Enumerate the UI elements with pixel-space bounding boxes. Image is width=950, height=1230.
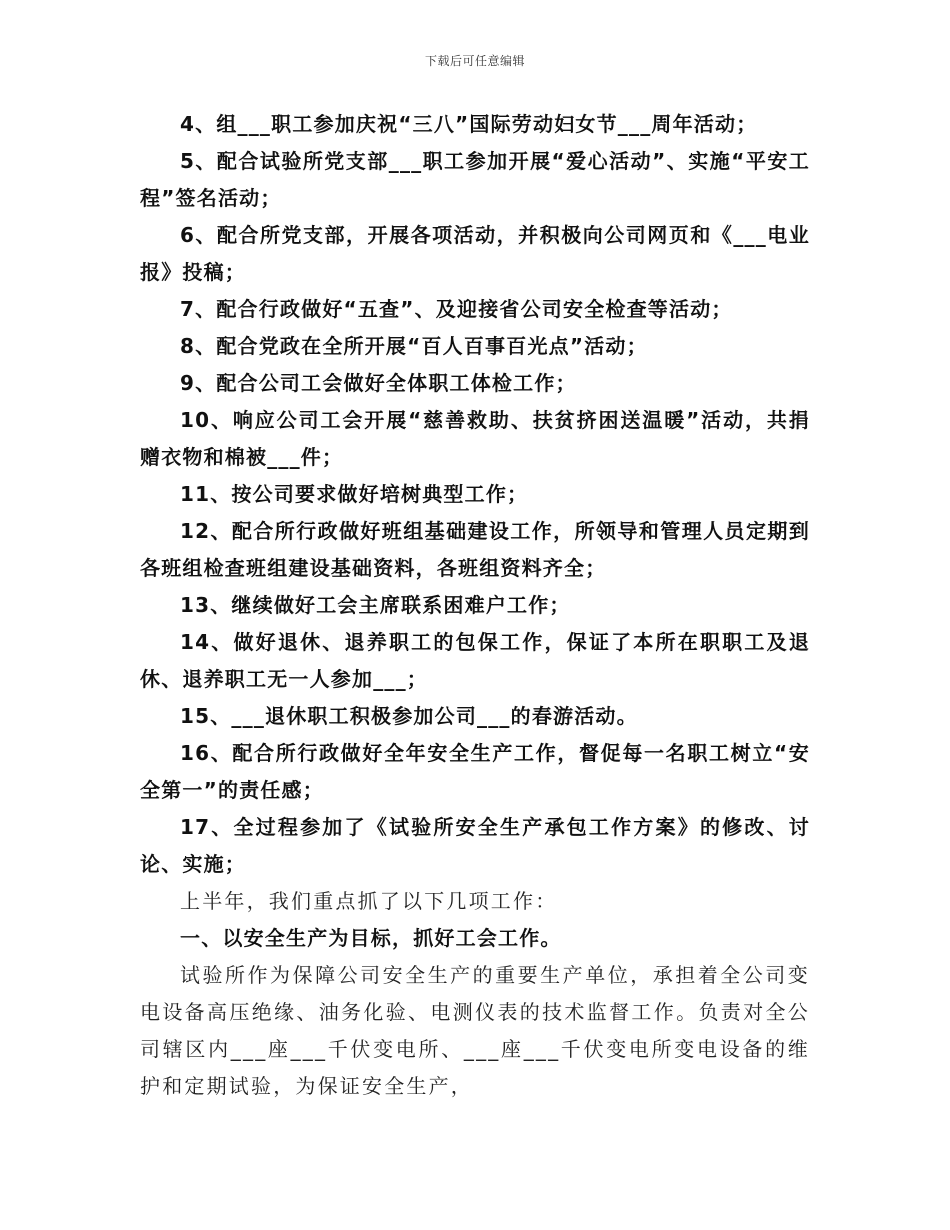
paragraph-item-16: 16、配合所行政做好全年安全生产工作，督促每一名职工树立“安全第一”的责任感； bbox=[140, 741, 810, 802]
paragraph-item-17: 17、全过程参加了《试验所安全生产承包工作方案》的修改、讨论、实施； bbox=[140, 815, 810, 876]
document-body bbox=[140, 106, 810, 1105]
paragraph-item-14: 14、做好退休、退养职工的包保工作，保证了本所在职职工及退休、退养职工无一人参加___； bbox=[140, 630, 810, 691]
paragraph-item-12: 12、配合所行政做好班组基础建设工作，所领导和管理人员定期到各班组检查班组建设基础资料，各班组资料齐全； bbox=[140, 519, 810, 580]
paragraph-intro: 上半年，我们重点抓了以下几项工作： bbox=[180, 889, 558, 913]
paragraph-item-6: 6、配合所党支部，开展各项活动，并积极向公司网页和《___电业报》投稿； bbox=[140, 223, 810, 284]
page-header: 下载后可任意编辑 bbox=[424, 54, 525, 68]
paragraph-item-8: 8、配合党政在全所开展“百人百事百光点”活动； bbox=[180, 334, 648, 358]
section-heading-1: 一、以安全生产为目标，抓好工会工作。 bbox=[180, 926, 562, 950]
paragraph-item-13: 13、继续做好工会主席联系困难户工作； bbox=[180, 593, 571, 617]
paragraph-item-9: 9、配合公司工会做好全体职工体检工作； bbox=[180, 371, 577, 395]
paragraph-item-5: 5、配合试验所党支部___职工参加开展“爱心活动”、实施“平安工程”签名活动； bbox=[140, 149, 810, 210]
paragraph-item-10: 10、响应公司工会开展“慈善救助、扶贫挤困送温暖”活动，共捐赠衣物和棉被___件； bbox=[140, 408, 810, 469]
paragraph-item-4: 4、组___职工参加庆祝“三八”国际劳动妇女节___周年活动； bbox=[180, 112, 758, 136]
paragraph-item-7: 7、配合行政做好“五查”、及迎接省公司安全检查等活动； bbox=[180, 297, 733, 321]
paragraph-body: 试验所作为保障公司安全生产的重要生产单位，承担着全公司变电设备高压绝缘、油务化验、电测仪表的技术监督工作。负责对全公司辖区内___座___千伏变电所、___座___千伏变电所变电设备的维护和定期试验，为保证安全生产， bbox=[140, 963, 810, 1098]
paragraph-item-11: 11、按公司要求做好培树典型工作； bbox=[180, 482, 529, 506]
paragraph-item-15: 15、___退休职工积极参加公司___的春游活动。 bbox=[180, 704, 638, 728]
